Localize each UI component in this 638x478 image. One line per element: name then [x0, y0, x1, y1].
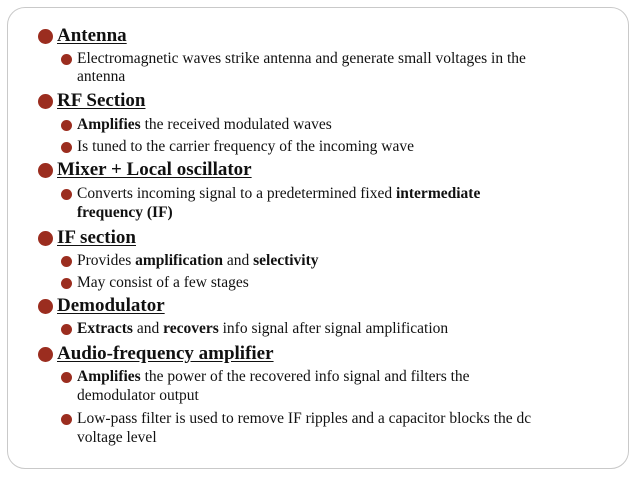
level1-bullet [38, 163, 53, 178]
level1-bullet [38, 29, 53, 44]
section-title-rf-section: RF Section [57, 90, 146, 111]
level2-bullet [61, 414, 72, 425]
mixer-item-1-line2: frequency (IF) [77, 204, 173, 221]
antenna-item-1-line1: Electromagnetic waves strike antenna and generate small voltages in the [77, 50, 526, 67]
level2-bullet [61, 120, 72, 131]
audio-item-2-line2: voltage level [77, 429, 157, 446]
section-title-demodulator: Demodulator [57, 295, 165, 316]
demod-item-1-text-a: and [132, 320, 164, 337]
audio-item-1-text: the power of the recovered info signal and filters the [140, 368, 470, 385]
audio-item-2-line1: Low-pass filter is used to remove IF ripples and a capacitor blocks the dc [77, 410, 532, 427]
if-item-1 [77, 251, 319, 270]
if-item-1-text-a: Provides [77, 252, 136, 269]
level2-bullet [61, 142, 72, 153]
section-title-antenna: Antenna [57, 25, 127, 46]
rf-item-1-text: the received modulated waves [140, 116, 332, 133]
level1-bullet [38, 299, 53, 314]
level1-bullet [38, 347, 53, 362]
if-item-1-bold-b: selectivity [253, 252, 319, 269]
section-title-if-section: IF section [57, 227, 136, 248]
audio-item-1-line1 [77, 367, 470, 386]
level2-bullet [61, 256, 72, 267]
section-title-audio-amplifier: Audio-frequency amplifier [57, 343, 274, 364]
level2-bullet [61, 372, 72, 383]
audio-item-1-bold: Amplifies [77, 368, 141, 385]
rf-item-1-bold: Amplifies [77, 116, 141, 133]
level2-bullet [61, 189, 72, 200]
if-item-1-bold-a: amplification [135, 252, 223, 269]
level2-bullet [61, 54, 72, 65]
mixer-item-1-line1 [77, 184, 480, 203]
demod-item-1-text-b: info signal after signal amplification [218, 320, 449, 337]
rf-item-2: Is tuned to the carrier frequency of the incoming wave [77, 138, 414, 155]
section-title-mixer: Mixer + Local oscillator [57, 159, 252, 180]
level2-bullet [61, 324, 72, 335]
level1-bullet [38, 94, 53, 109]
rf-item-1 [77, 115, 332, 134]
audio-item-1-line2: demodulator output [77, 387, 199, 404]
level1-bullet [38, 231, 53, 246]
mixer-item-1-bold: intermediate [395, 185, 481, 202]
antenna-item-1-line2: antenna [77, 68, 126, 85]
demod-item-1-bold-a: Extracts [77, 320, 133, 337]
if-item-2: May consist of a few stages [77, 274, 249, 291]
level2-bullet [61, 278, 72, 289]
demod-item-1 [77, 319, 448, 338]
mixer-item-1-text: Converts incoming signal to a predetermined fixed [77, 185, 396, 202]
demod-item-1-bold-b: recovers [163, 320, 219, 337]
if-item-1-text-b: and [222, 252, 254, 269]
